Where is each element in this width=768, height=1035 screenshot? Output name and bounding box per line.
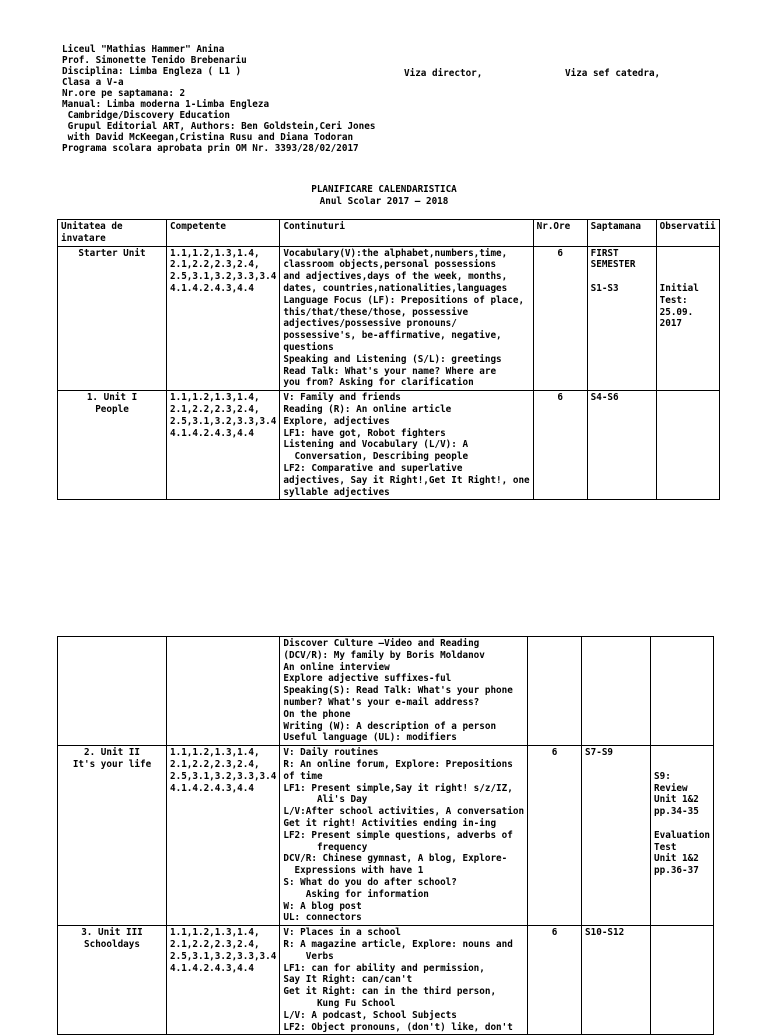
table-header-row <box>58 220 720 247</box>
continuturi-line: Get it right! Activities ending in-ing <box>283 817 497 829</box>
competente-cell <box>167 746 280 926</box>
competente-line: 2.5,3.1,3.2,3.3,3.4 <box>170 950 277 962</box>
continuturi-line: LF1: have got, Robot fighters <box>283 427 446 439</box>
header-nr-ore-label: Nr.Ore <box>536 221 571 232</box>
observatii-cell <box>656 246 719 391</box>
table-row <box>58 746 714 926</box>
header-unit <box>58 220 167 247</box>
continuturi-line: Useful language (UL): modifiers <box>283 732 457 744</box>
header-observatii <box>656 220 719 247</box>
observatii-line: Unit 1&2 <box>654 794 699 806</box>
table-row <box>58 637 714 746</box>
viza-director-label: Viza director, <box>404 68 483 79</box>
unit-cell <box>58 637 167 746</box>
saptamana-line: S10-S12 <box>585 927 625 939</box>
planning-table-1 <box>57 219 720 500</box>
observatii-line: 2017 <box>659 318 683 330</box>
competente-line: 4.1.4.2.4.3,4.4 <box>170 962 254 974</box>
observatii-line <box>660 248 716 260</box>
continuturi-line: LF1: can for ability and permission, <box>283 962 485 974</box>
nr-ore-cell <box>528 926 582 1035</box>
unit-cell <box>58 926 167 1035</box>
observatii-line <box>654 818 710 830</box>
continuturi-line: Read Talk: What's your name? Where are <box>283 365 497 377</box>
competente-line: 1.1,1.2,1.3,1.4, <box>170 247 260 259</box>
observatii-line: Test <box>654 841 677 853</box>
observatii-cell <box>651 926 714 1035</box>
continuturi-line: this/that/these/those, possessive <box>283 306 469 318</box>
header-unit-line: Unitatea de <box>61 221 123 232</box>
continuturi-line: R: A magazine article, Explore: nouns and <box>283 938 513 950</box>
competente-cell <box>167 246 280 391</box>
observatii-line: S9: <box>654 770 671 782</box>
continuturi-line: Language Focus (LF): Prepositions of place, <box>283 294 525 306</box>
unit-line: 1. Unit I <box>86 392 138 404</box>
continuturi-line: An online interview <box>283 661 390 673</box>
observatii-line: 25.09. <box>659 306 694 318</box>
header-saptamana <box>587 220 656 247</box>
observatii-cell <box>656 391 719 500</box>
nr-ore-cell <box>533 246 587 391</box>
saptamana-line: S4-S6 <box>590 392 619 404</box>
continuturi-line: number? What's your e-mail address? <box>283 696 480 708</box>
table-row <box>58 246 720 391</box>
saptamana-line <box>585 638 647 650</box>
competente-line: 2.5,3.1,3.2,3.3,3.4 <box>170 770 277 782</box>
competente-line: 2.1,2.2,2.3,2.4, <box>170 758 260 770</box>
saptamana-line: S7-S9 <box>585 747 614 759</box>
continuturi-line: LF2: Object pronouns, (don't) like, don't <box>283 1021 513 1033</box>
continuturi-line: questions <box>283 341 334 353</box>
saptamana-line: S1-S3 <box>590 282 619 294</box>
competente-line: 2.5,3.1,3.2,3.3,3.4 <box>170 271 277 283</box>
continuturi-cell <box>280 926 528 1035</box>
saptamana-cell <box>582 637 651 746</box>
continuturi-line: syllable adjectives <box>283 486 390 498</box>
table-row <box>58 391 720 500</box>
saptamana-cell <box>587 246 656 391</box>
continuturi-line: Conversation, Describing people <box>283 451 469 463</box>
observatii-line <box>654 759 710 771</box>
continuturi-line: dates, countries,nationalities,languages <box>283 282 508 294</box>
unit-line <box>61 638 163 650</box>
continuturi-cell <box>280 246 533 391</box>
header-line: Clasa a V-a <box>62 77 124 88</box>
continuturi-line: On the phone <box>283 708 351 720</box>
header-observatii-label: Observatii <box>659 221 716 232</box>
planning-table-2 <box>57 636 714 1035</box>
saptamana-cell <box>587 391 656 500</box>
continuturi-line: UL: connectors <box>283 912 362 924</box>
header-line: Manual: Limba moderna 1-Limba Engleza <box>62 99 270 110</box>
competente-line: 2.1,2.2,2.3,2.4, <box>170 259 260 271</box>
unit-cell <box>58 746 167 926</box>
header-saptamana-label: Saptamana <box>590 221 642 232</box>
saptamana-line <box>591 271 653 283</box>
document-title <box>0 184 768 208</box>
continuturi-line: Discover Culture –Video and Reading <box>283 638 480 649</box>
unit-line: It's your life <box>72 758 152 770</box>
header-line: Cambridge/Discovery Education <box>62 110 230 121</box>
competente-line: 1.1,1.2,1.3,1.4, <box>170 392 260 404</box>
header-line: Nr.ore pe saptamana: 2 <box>62 88 186 99</box>
observatii-line <box>654 927 710 939</box>
competente-line: 2.5,3.1,3.2,3.3,3.4 <box>170 415 277 427</box>
continuturi-line: LF2: Comparative and superlative <box>283 462 463 474</box>
continuturi-line: S: What do you do after school? <box>283 876 457 888</box>
header-continuturi <box>280 220 533 247</box>
continuturi-line: Asking for information <box>283 888 429 900</box>
observatii-line <box>654 638 710 650</box>
unit-line: Starter Unit <box>78 247 146 259</box>
continuturi-line: Ali's Day <box>283 794 368 806</box>
nr-ore-value: 6 <box>557 392 563 404</box>
continuturi-line: V: Family and friends <box>283 392 401 404</box>
unit-line: People <box>95 403 129 415</box>
continuturi-cell <box>280 746 528 926</box>
continuturi-line: Verbs <box>283 950 334 962</box>
unit-cell <box>58 246 167 391</box>
continuturi-line: R: An online forum, Explore: Prepositions <box>283 758 513 770</box>
continuturi-line: Explore adjective suffixes-ful <box>283 673 452 685</box>
continuturi-line: Explore, adjectives <box>283 415 390 427</box>
continuturi-line: Say It Right: can/can't <box>283 974 413 986</box>
continuturi-line: possessive's, be-affirmative, negative, <box>283 330 502 342</box>
observatii-cell <box>651 746 714 926</box>
continuturi-line: of time <box>283 770 323 782</box>
header-line: with David McKeegan,Cristina Rusu and Diana Todoran <box>62 132 354 143</box>
competente-cell <box>167 391 280 500</box>
continuturi-cell <box>280 637 528 746</box>
competente-line: 4.1.4.2.4.3,4.4 <box>170 782 254 794</box>
nr-ore-cell <box>528 637 582 746</box>
continuturi-line: DCV/R: Chinese gymnast, A blog, Explore- <box>283 853 508 865</box>
competente-line: 1.1,1.2,1.3,1.4, <box>170 927 260 939</box>
saptamana-cell <box>582 746 651 926</box>
header-competente <box>167 220 280 247</box>
competente-line: 1.1,1.2,1.3,1.4, <box>170 747 260 759</box>
continuturi-line: classroom objects,personal possessions <box>283 259 497 271</box>
header-nr-ore <box>533 220 587 247</box>
continuturi-line: (DCV/R): My family by Boris Moldanov <box>283 649 485 661</box>
header-competente-label: Competente <box>170 221 226 232</box>
continuturi-line: W: A blog post <box>283 900 362 912</box>
table-row <box>58 926 714 1035</box>
nr-ore-cell <box>528 746 582 926</box>
observatii-line <box>660 271 716 283</box>
continuturi-line: Speaking(S): Read Talk: What's your phone <box>283 685 513 697</box>
observatii-line <box>660 259 716 271</box>
continuturi-line: Speaking and Listening (S/L): greetings <box>283 353 502 365</box>
header-line: Disciplina: Limba Engleza ( L1 ) <box>62 66 242 77</box>
observatii-line: Test: <box>659 294 688 306</box>
nr-ore-value: 6 <box>557 247 563 259</box>
saptamana-cell <box>582 926 651 1035</box>
observatii-line: Evaluation <box>654 829 711 841</box>
continuturi-line: Vocabulary(V):the alphabet,numbers,time, <box>283 247 508 259</box>
continuturi-line: frequency <box>283 841 368 853</box>
continuturi-line: you from? Asking for clarification <box>283 377 474 389</box>
saptamana-line: FIRST <box>590 247 619 259</box>
observatii-line: Initial <box>659 282 699 294</box>
competente-line: 2.1,2.2,2.3,2.4, <box>170 938 260 950</box>
observatii-cell <box>651 637 714 746</box>
observatii-line: pp.36-37 <box>654 865 699 877</box>
header-line: Liceul "Mathias Hammer" Anina <box>62 44 225 55</box>
nr-ore-value: 6 <box>551 747 558 759</box>
title-line-2: Anul Scolar 2017 – 2018 <box>319 195 449 207</box>
competente-line: 4.1.4.2.4.3,4.4 <box>170 282 254 294</box>
title-line-1: PLANIFICARE CALENDARISTICA <box>311 184 457 195</box>
continuturi-cell <box>280 391 533 500</box>
continuturi-line: Reading (R): An online article <box>283 403 452 415</box>
header-line: Programa scolara aprobata prin OM Nr. 3393/28/02/2017 <box>62 143 359 154</box>
header-unit-line: invatare <box>61 232 106 244</box>
header-line: Prof. Simonette Tenido Brebenariu <box>62 55 247 66</box>
nr-ore-cell <box>533 391 587 500</box>
competente-cell <box>167 926 280 1035</box>
nr-ore-value: 6 <box>551 927 558 939</box>
viza-sef-catedra-label: Viza sef catedra, <box>565 68 661 79</box>
continuturi-line: V: Places in a school <box>283 927 401 939</box>
unit-line: Schooldays <box>84 938 140 950</box>
continuturi-line: Get it Right: can in the third person, <box>283 986 497 998</box>
observatii-line <box>660 392 716 404</box>
header-continuturi-label: Continuturi <box>283 221 345 232</box>
continuturi-line: LF2: Present simple questions, adverbs of <box>283 829 513 841</box>
continuturi-line: adjectives, Say it Right!,Get It Right!, one <box>283 474 530 486</box>
continuturi-line: and adjectives,days of the week, months, <box>283 271 508 283</box>
continuturi-line: L/V:After school activities, A conversation <box>283 806 525 818</box>
continuturi-line: Expressions with have 1 <box>283 865 424 877</box>
continuturi-line: V: Daily routines <box>283 747 379 759</box>
continuturi-line: Listening and Vocabulary (L/V): A <box>283 439 469 451</box>
competente-line: 2.1,2.2,2.3,2.4, <box>170 403 260 415</box>
continuturi-line: LF1: Present simple,Say it right! s/z/IZ, <box>283 782 513 794</box>
observatii-line: Unit 1&2 <box>654 853 699 865</box>
unit-cell <box>58 391 167 500</box>
header-line: Grupul Editorial ART, Authors: Ben Goldstein,Ceri Jones <box>62 121 376 132</box>
competente-cell <box>167 637 280 746</box>
saptamana-line: SEMESTER <box>590 259 636 271</box>
competente-line: 4.1.4.2.4.3,4.4 <box>170 427 254 439</box>
observatii-line: pp.34-35 <box>654 806 699 818</box>
continuturi-line: Kung Fu School <box>283 997 396 1009</box>
continuturi-line: L/V: A podcast, School Subjects <box>283 1009 457 1021</box>
continuturi-line: adjectives/possessive pronouns/ <box>283 318 457 330</box>
document-header <box>62 44 375 154</box>
observatii-line: Review <box>654 782 688 794</box>
competente-line <box>170 638 276 650</box>
continuturi-line: Writing (W): A description of a person <box>283 720 497 732</box>
observatii-line <box>654 747 710 759</box>
unit-line: 2. Unit II <box>84 747 140 759</box>
unit-line: 3. Unit III <box>81 927 143 939</box>
